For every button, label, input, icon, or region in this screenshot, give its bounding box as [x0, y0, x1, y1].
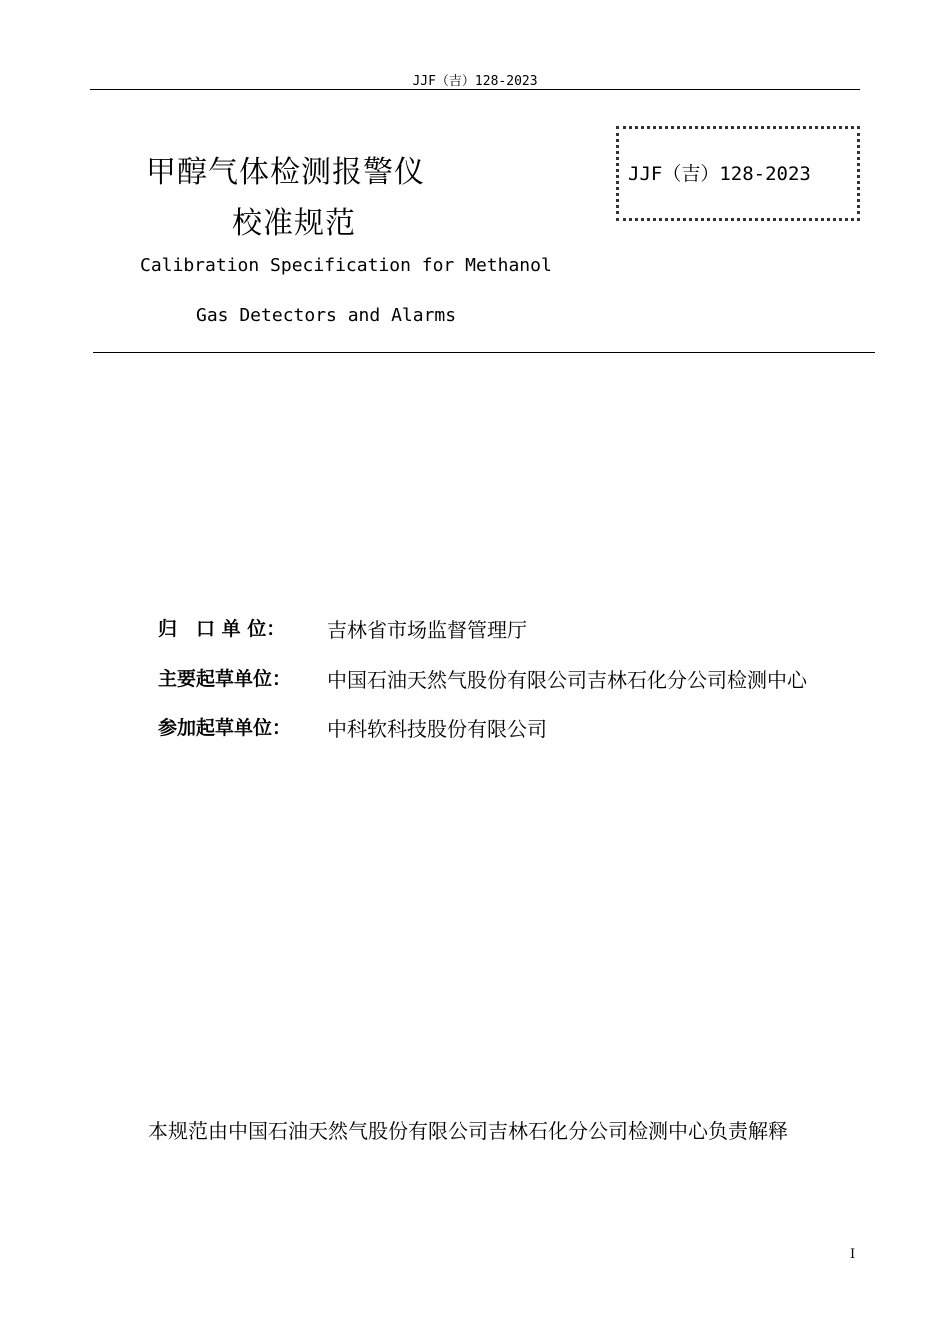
org-label-participating-unit: 参加起草单位：: [158, 717, 292, 739]
org-value-responsible-unit: 吉林省市场监督管理厅: [327, 618, 527, 642]
header-document-code: JJF（吉）128-2023: [412, 74, 538, 89]
title-chinese-line1: 甲醇气体检测报警仪: [146, 155, 425, 190]
org-value-main-drafting-unit: 中国石油天然气股份有限公司吉林石化分公司检测中心: [327, 668, 807, 692]
org-label-responsible-unit: 归 口 单 位：: [158, 618, 286, 640]
title-english-line1: Calibration Specification for Methanol: [140, 255, 552, 276]
document-code-box-text: JJF（吉）128-2023: [628, 163, 811, 185]
org-label-main-drafting-unit: 主要起草单位：: [158, 668, 292, 690]
interpretation-note: 本规范由中国石油天然气股份有限公司吉林石化分公司检测中心负责解释: [148, 1119, 788, 1143]
title-chinese-line2: 校准规范: [232, 206, 356, 241]
title-divider: [93, 352, 875, 353]
org-value-participating-unit: 中科软科技股份有限公司: [327, 717, 547, 741]
page-number: I: [850, 1247, 856, 1262]
header-divider: [90, 89, 860, 90]
title-english-line2: Gas Detectors and Alarms: [196, 305, 457, 326]
